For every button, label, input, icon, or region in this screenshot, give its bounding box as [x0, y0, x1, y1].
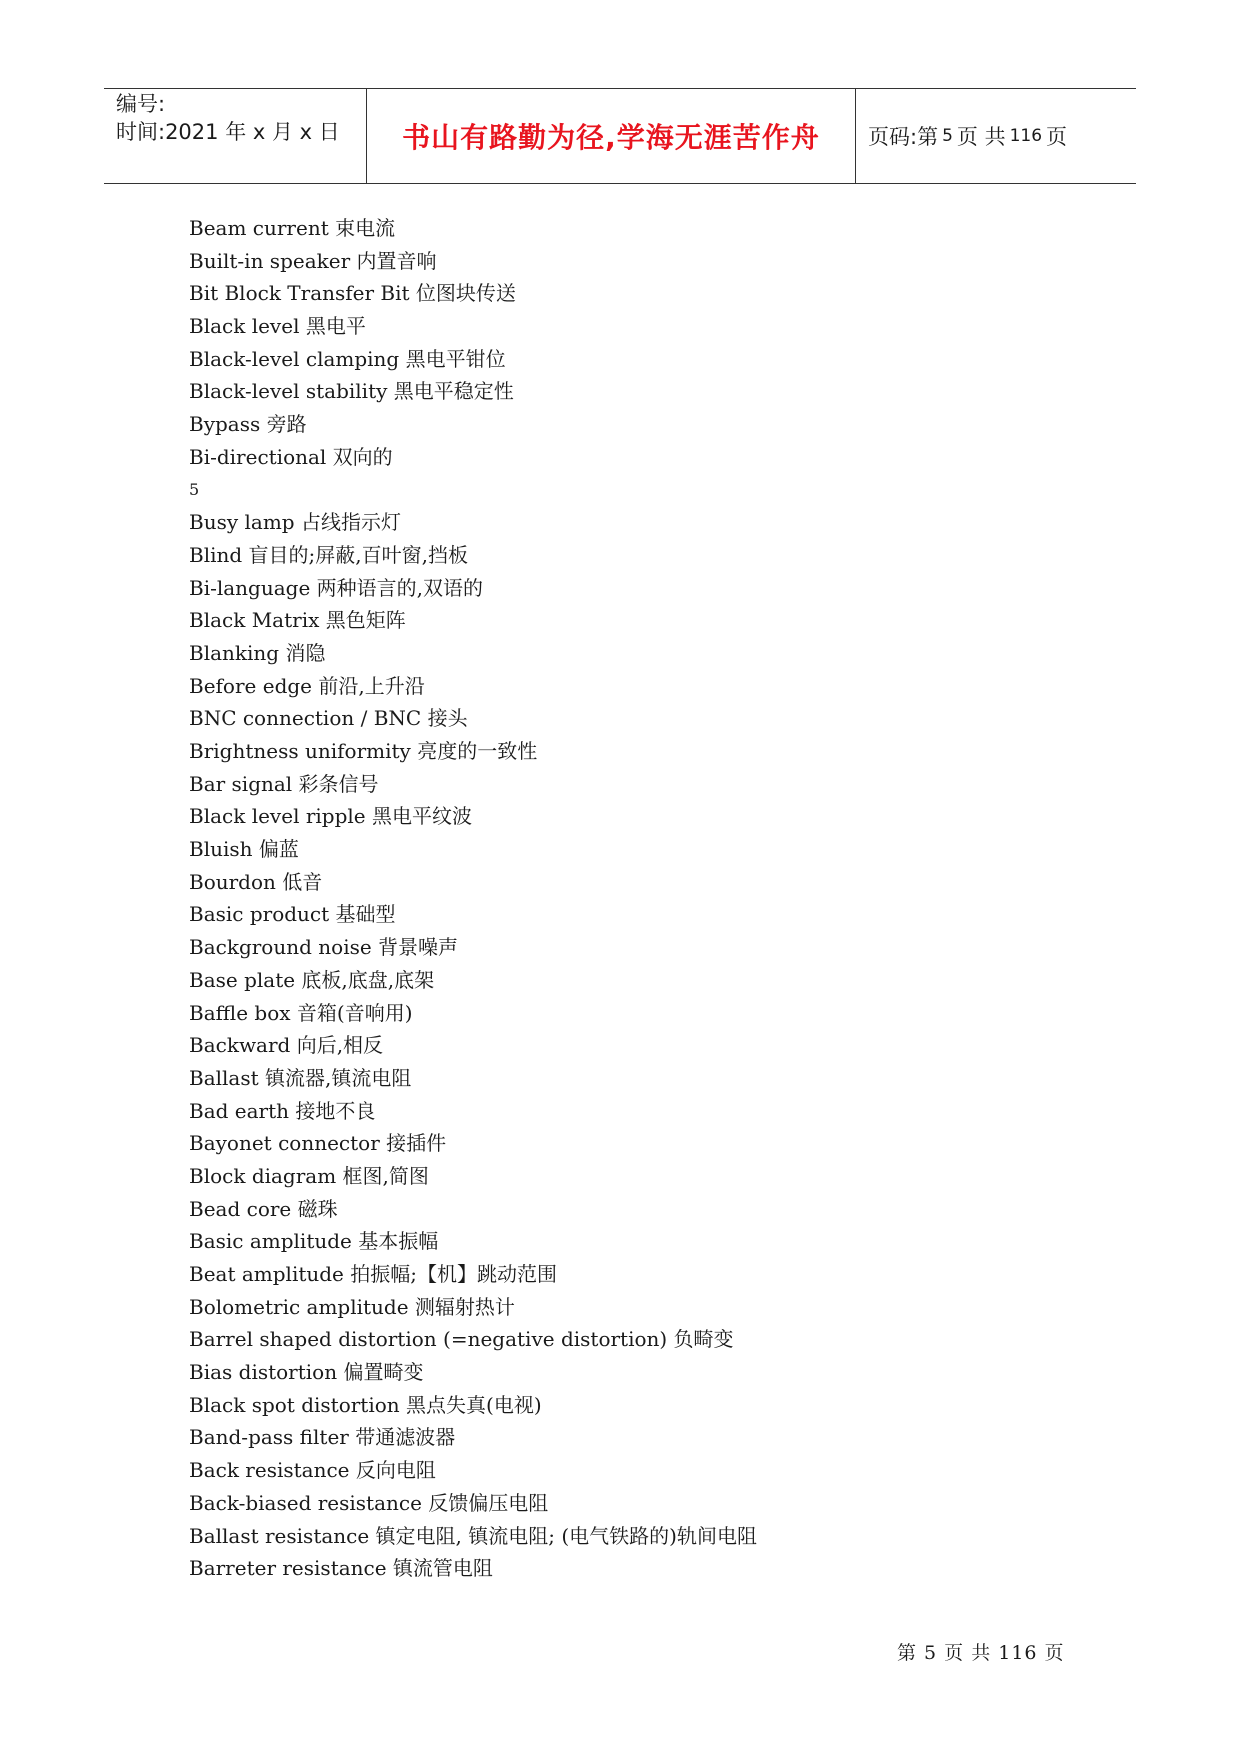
- glossary-entry: Back resistance 反向电阻: [189, 1458, 436, 1483]
- glossary-entry: Black Matrix 黑色矩阵: [189, 608, 406, 633]
- glossary-entry: Bad earth 接地不良: [189, 1098, 376, 1123]
- header-info-cell: [104, 89, 367, 183]
- glossary-entry: Bi-directional 双向的: [189, 444, 393, 469]
- glossary-entry: Block diagram 框图,简图: [189, 1163, 429, 1188]
- glossary-entry: BNC connection / BNC 接头: [189, 706, 468, 731]
- page-prefix: 页码:第: [868, 125, 939, 149]
- glossary-entry: Bourdon 低音: [189, 869, 323, 894]
- header-page-info: [856, 89, 1136, 183]
- glossary-entry: Background noise 背景噪声: [189, 935, 459, 960]
- glossary-entry: Blanking 消隐: [189, 640, 326, 665]
- glossary-entry: Backward 向后,相反: [189, 1033, 384, 1058]
- glossary-entry: Blind 盲目的;屏蔽,百叶窗,挡板: [189, 542, 468, 567]
- glossary-entry: Ballast 镇流器,镇流电阻: [189, 1065, 412, 1090]
- glossary-entry: Bayonet connector 接插件: [189, 1131, 447, 1156]
- glossary-entry: Ballast resistance 镇定电阻, 镇流电阻; (电气铁路的)轨间电阻: [189, 1523, 757, 1548]
- header-motto: 书山有路勤为径,学海无涯苦作舟: [367, 89, 856, 183]
- glossary-entry: Baffle box 音箱(音响用): [189, 1000, 413, 1025]
- glossary-entry: Basic amplitude 基本振幅: [189, 1229, 439, 1254]
- glossary-entry: Barrel shaped distortion (=negative distortion) 负畸变: [189, 1327, 734, 1352]
- page-footer: 第 5 页 共 116 页: [897, 1642, 1065, 1664]
- page-current: 5: [942, 126, 953, 146]
- glossary-entry: Bypass 旁路: [189, 412, 307, 437]
- glossary-entry: Busy lamp 占线指示灯: [189, 510, 401, 535]
- glossary-entry: Bolometric amplitude 测辐射热计: [189, 1294, 515, 1319]
- number-label: 编号:: [116, 92, 166, 116]
- inline-page-number: 5: [189, 479, 200, 499]
- glossary-entry: Back-biased resistance 反馈偏压电阻: [189, 1490, 549, 1515]
- page-mid: 页 共: [956, 125, 1006, 149]
- glossary-entry: Bit Block Transfer Bit 位图块传送: [189, 281, 516, 306]
- glossary-entry: Brightness uniformity 亮度的一致性: [189, 739, 538, 763]
- glossary-entry: Basic product 基础型: [189, 902, 396, 927]
- glossary-entry: Base plate 底板,底盘,底架: [189, 967, 435, 992]
- page-header: [104, 88, 1136, 184]
- glossary-entry: Bar signal 彩条信号: [189, 771, 379, 796]
- glossary-entry: Built-in speaker 内置音响: [189, 248, 437, 273]
- page-total: 116: [1009, 126, 1043, 146]
- glossary-entry: Bead core 磁珠: [189, 1196, 338, 1221]
- glossary-entry: Barreter resistance 镇流管电阻: [189, 1556, 493, 1581]
- glossary-entry: Bias distortion 偏置畸变: [189, 1360, 424, 1385]
- glossary-entry: Black-level clamping 黑电平钳位: [189, 346, 506, 371]
- glossary-entry: Black spot distortion 黑点失真(电视): [189, 1392, 542, 1417]
- glossary-entry: Black-level stability 黑电平稳定性: [189, 379, 514, 404]
- glossary-entry: Before edge 前沿,上升沿: [189, 673, 425, 698]
- time-label: 时间:2021 年 x 月 x 日: [116, 120, 340, 144]
- glossary-entry: Black level 黑电平: [189, 314, 366, 339]
- glossary-entry: Bluish 偏蓝: [189, 837, 299, 862]
- glossary-entry: Black level ripple 黑电平纹波: [189, 804, 472, 829]
- glossary-entry: Band-pass filter 带通滤波器: [189, 1425, 456, 1450]
- glossary-entry: Beat amplitude 拍振幅;【机】跳动范围: [189, 1262, 557, 1286]
- glossary-list: [189, 214, 757, 1587]
- page-suffix: 页: [1046, 125, 1068, 149]
- glossary-entry: Bi-language 两种语言的,双语的: [189, 575, 484, 600]
- glossary-entry: Beam current 束电流: [189, 216, 396, 240]
